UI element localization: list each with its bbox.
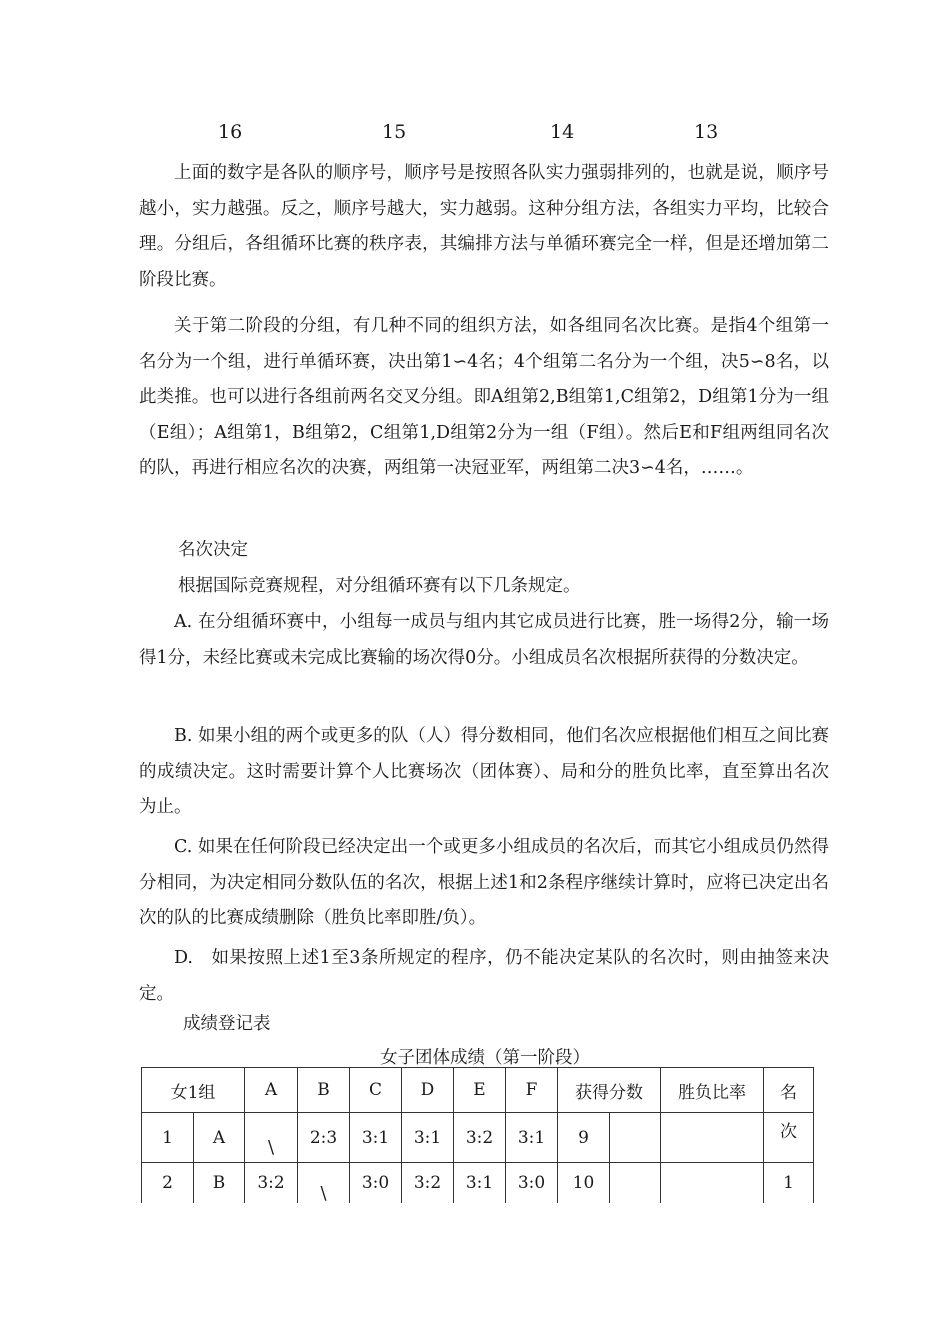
table-caption: 女子团体成绩（第一阶段） — [380, 1048, 590, 1068]
table-row — [142, 1113, 814, 1163]
header-col-d: D — [402, 1068, 454, 1113]
result-cell — [298, 1163, 350, 1204]
rule-d: D. 如果按照上述1至3条所规定的程序，仍不能决定某队的名次时，则由抽签来决定。 — [139, 948, 829, 1004]
row-team: B — [194, 1163, 245, 1204]
header-rank: 名 — [764, 1068, 814, 1113]
header-col-c: C — [350, 1068, 402, 1113]
result-cell — [245, 1113, 298, 1163]
paragraph-second-stage: 关于第二阶段的分组，有几种不同的组织方法，如各组同名次比赛。是指4个组第一名分为一个组，进行单循环赛，决出第1∽4名；4个组第二名分为一个组，决5∽8名，以此类推。也可以进行各组前两名交叉分组。即A组第2,B组第1,C组第2，D组第1分为一组（E组）；A组第1，B组第2，C组第1,D组第2分为一组（F组）。然后E和F组两组同名次的队，再进行相应名次的决赛，两组第一决冠亚军，两组第二决3∽4名，……。 — [139, 316, 829, 478]
ratio-cell — [661, 1163, 764, 1204]
header-group: 女1组 — [142, 1068, 245, 1113]
table-header-row — [142, 1068, 814, 1113]
heading-ranking: 名次决定 — [178, 540, 248, 560]
header-ratio: 胜负比率 — [661, 1068, 764, 1113]
result-cell: 3:0 — [350, 1163, 402, 1204]
rank-cell: 1 — [764, 1163, 814, 1204]
self-match-slash: \ — [320, 1182, 327, 1204]
rule-c: C. 如果在任何阶段已经决定出一个或更多小组成员的名次后，而其它小组成员仍然得分相同，为决定相同分数队伍的名次，根据上述1和2条程序继续计算时，应将已决定出名次的队的比赛成绩删除（胜负比率即胜/负）。 — [139, 837, 829, 928]
result-cell: 2:3 — [298, 1113, 350, 1163]
points-extra-cell — [610, 1113, 661, 1163]
header-col-f: F — [506, 1068, 558, 1113]
paragraph-grouping: 上面的数字是各队的顺序号，顺序号是按照各队实力强弱排列的，也就是说，顺序号越小，实力越强。反之，顺序号越大，实力越弱。这种分组方法，各组实力平均，比较合理。分组后，各组循环比赛的秩序表，其编排方法与单循环赛完全一样，但是还增加第二阶段比赛。 — [139, 163, 829, 290]
header-col-b: B — [298, 1068, 350, 1113]
header-points: 获得分数 — [558, 1068, 661, 1113]
table-row — [142, 1163, 814, 1204]
self-match-slash: \ — [267, 1137, 275, 1158]
result-cell: 3:1 — [454, 1163, 506, 1204]
seed-number: 13 — [694, 121, 719, 143]
score-table — [141, 1067, 814, 1203]
points-cell: 9 — [558, 1113, 610, 1163]
rule-a: A. 在分组循环赛中，小组每一成员与组内其它成员进行比赛，胜一场得2分，输一场得1分，未经比赛或未完成比赛输的场次得0分。小组成员名次根据所获得的分数决定。 — [139, 612, 829, 668]
result-cell: 3:1 — [506, 1113, 558, 1163]
ratio-cell — [661, 1113, 764, 1163]
seed-number: 16 — [218, 121, 243, 143]
result-cell: 3:0 — [506, 1163, 558, 1204]
seed-number: 15 — [382, 121, 407, 143]
row-number: 2 — [142, 1163, 194, 1204]
result-cell: 3:1 — [402, 1113, 454, 1163]
result-cell: 3:2 — [402, 1163, 454, 1204]
result-cell: 3:1 — [350, 1113, 402, 1163]
rank-cell: 次 — [764, 1113, 814, 1163]
heading-register: 成绩登记表 — [183, 1014, 271, 1034]
rules-intro: 根据国际竞赛规程，对分组循环赛有以下几条规定。 — [178, 576, 581, 596]
points-cell: 10 — [558, 1163, 610, 1204]
seed-number: 14 — [550, 121, 575, 143]
result-cell: 3:2 — [454, 1113, 506, 1163]
row-team: A — [194, 1113, 245, 1163]
header-col-a: A — [245, 1068, 298, 1113]
result-cell: 3:2 — [245, 1163, 298, 1204]
seed-number-row — [0, 121, 950, 147]
rule-b: B. 如果小组的两个或更多的队（人）得分数相同，他们名次应根据他们相互之间比赛的成绩决定。这时需要计算个人比赛场次（团体赛）、局和分的胜负比率，直至算出名次为止。 — [139, 726, 829, 817]
points-extra-cell — [610, 1163, 661, 1204]
header-col-e: E — [454, 1068, 506, 1113]
row-number: 1 — [142, 1113, 194, 1163]
